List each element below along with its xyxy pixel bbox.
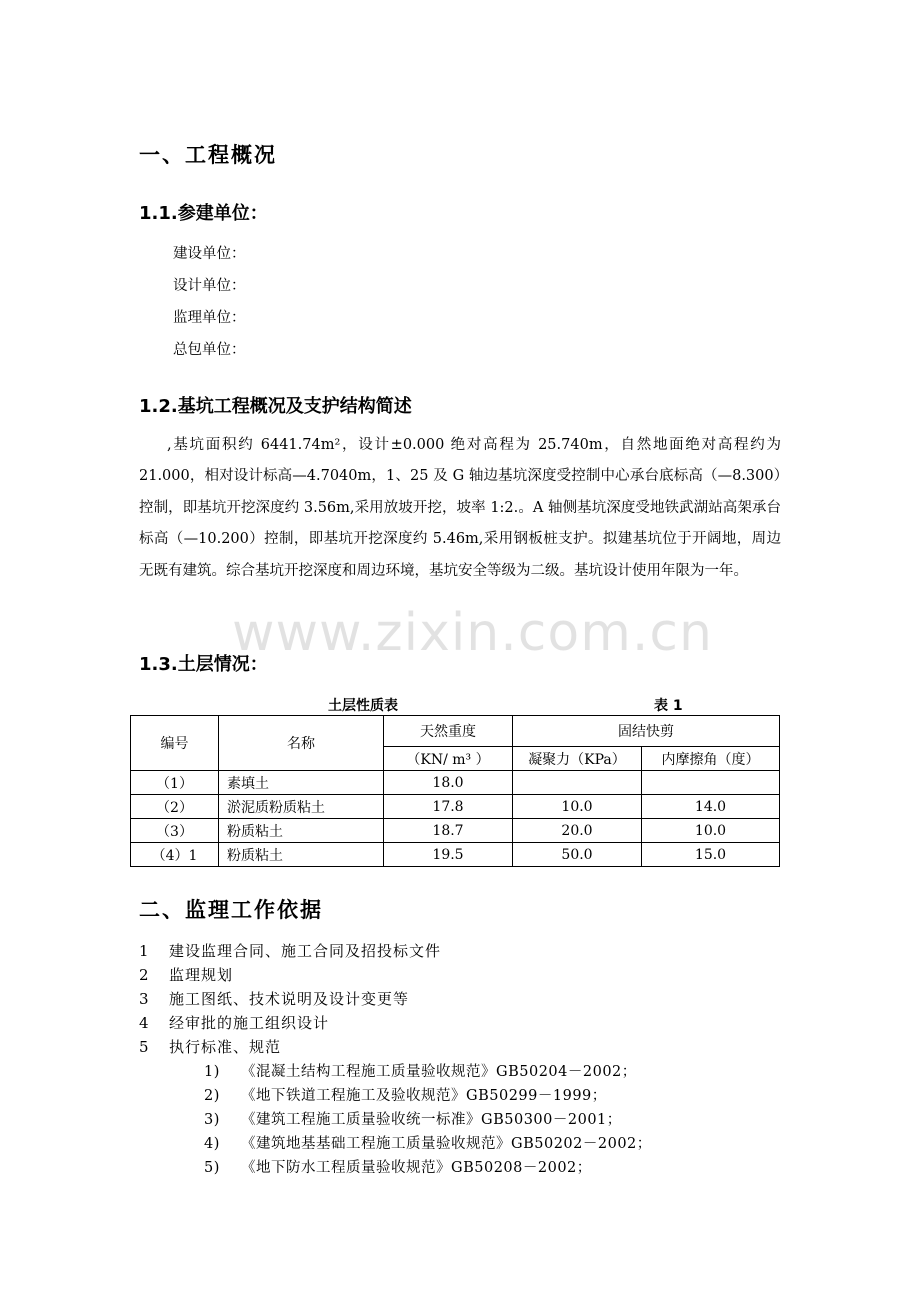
basis-item-number: 1 [139,942,150,960]
unit-supervision: 监理单位： [173,310,246,326]
standard-item [204,1132,652,1153]
basis-item [139,964,233,985]
table-row [131,771,780,795]
standard-item [204,1060,637,1081]
standard-number: 5) [204,1160,220,1176]
cell-friction [642,771,780,795]
basis-item-number: 2 [139,966,150,984]
basis-item [139,988,409,1009]
table-row [131,819,780,843]
cell-density: 18.0 [384,771,513,795]
cell-friction: 10.0 [642,819,780,843]
cell-name: 粉质粘土 [219,843,384,867]
unit-construction: 建设单位： [173,246,246,262]
cell-name: 粉质粘土 [219,819,384,843]
basis-item [139,1012,329,1033]
cell-number: （4）1 [131,843,219,867]
header-cohesion: 凝聚力（KPa） [513,747,642,771]
basis-item-text: 建设监理合同、施工合同及招投标文件 [169,942,442,960]
pit-overview-paragraph: ,基坑面积约 6441.74m²，设计±0.000 绝对高程为 25.740m，自然地面绝对高程约为 21.000，相对设计标高—4.7040m，1、25 及 G 轴边基坑深度受控制中心承台底标高（—8.300）控制，即基坑开挖深度约 3.56m,采用放坡开挖，坡率 1:2.。A 轴侧基坑深度受地铁武湖站高架承台标高（—10.200）控制，即基坑开挖深度约 5.46m,采用钢板桩支护。拟建基坑位于开阔地，周边无既有建筑。综合基坑开挖深度和周边环境，基坑安全等级为二级。基坑设计使用年限为一年。 [139,437,781,579]
unit-general-contractor: 总包单位： [173,342,246,358]
cell-number: （3） [131,819,219,843]
table-number: 表 1 [654,698,683,714]
cell-name: 淤泥质粉质粘土 [219,795,384,819]
header-name: 名称 [219,716,384,771]
cell-cohesion: 20.0 [513,819,642,843]
table-row [131,795,780,819]
standard-number: 2) [204,1088,220,1104]
basis-item-number: 4 [139,1014,150,1032]
header-number: 编号 [131,716,219,771]
table-header-row [131,716,780,747]
cell-friction: 14.0 [642,795,780,819]
section-2-heading: 二、监理工作依据 [139,898,323,922]
cell-density: 19.5 [384,843,513,867]
basis-item-number: 5 [139,1038,150,1056]
table-row [131,843,780,867]
unit-design: 设计单位： [173,278,246,294]
cell-cohesion: 10.0 [513,795,642,819]
header-consolidated-shear: 固结快剪 [513,716,780,747]
cell-density: 18.7 [384,819,513,843]
cell-number: （2） [131,795,219,819]
section-1-heading: 一、工程概况 [139,143,277,167]
basis-item-number: 3 [139,990,150,1008]
table-caption: 土层性质表 [328,698,398,714]
section-1-3-heading: 1.3.土层情况： [139,654,268,675]
cell-density: 17.8 [384,795,513,819]
basis-item [139,1036,281,1057]
standard-number: 3) [204,1112,220,1128]
cell-friction: 15.0 [642,843,780,867]
standard-item [204,1156,592,1177]
basis-item-text: 经审批的施工组织设计 [169,1014,330,1032]
basis-item-text: 执行标准、规范 [169,1038,282,1056]
standard-number: 4) [204,1136,220,1152]
cell-cohesion: 50.0 [513,843,642,867]
basis-item-text: 施工图纸、技术说明及设计变更等 [169,990,410,1008]
standard-text: 《建筑地基基础工程施工质量验收规范》GB50202－2002； [241,1136,652,1152]
cell-number: （1） [131,771,219,795]
soil-properties-table [130,715,780,867]
basis-item [139,940,441,961]
section-1-2-heading: 1.2.基坑工程概况及支护结构简述 [139,396,412,417]
standard-item [204,1084,607,1105]
standard-text: 《地下铁道工程施工及验收规范》GB50299－1999； [241,1088,607,1104]
standard-text: 《混凝土结构工程施工质量验收规范》GB50204－2002； [241,1064,637,1080]
header-friction-angle: 内摩擦角（度） [642,747,780,771]
standard-item [204,1108,622,1129]
standard-text: 《地下防水工程质量验收规范》GB50208－2002； [241,1160,592,1176]
cell-cohesion [513,771,642,795]
watermark: www.zixin.com.cn [232,603,713,663]
standard-number: 1) [204,1064,220,1080]
basis-item-text: 监理规划 [169,966,234,984]
standard-text: 《建筑工程施工质量验收统一标准》GB50300－2001； [241,1112,622,1128]
header-density: 天然重度 [384,716,513,747]
section-1-1-heading: 1.1.参建单位： [139,203,268,224]
header-density-unit: （KN/ m³ ） [384,747,513,771]
cell-name: 素填土 [219,771,384,795]
